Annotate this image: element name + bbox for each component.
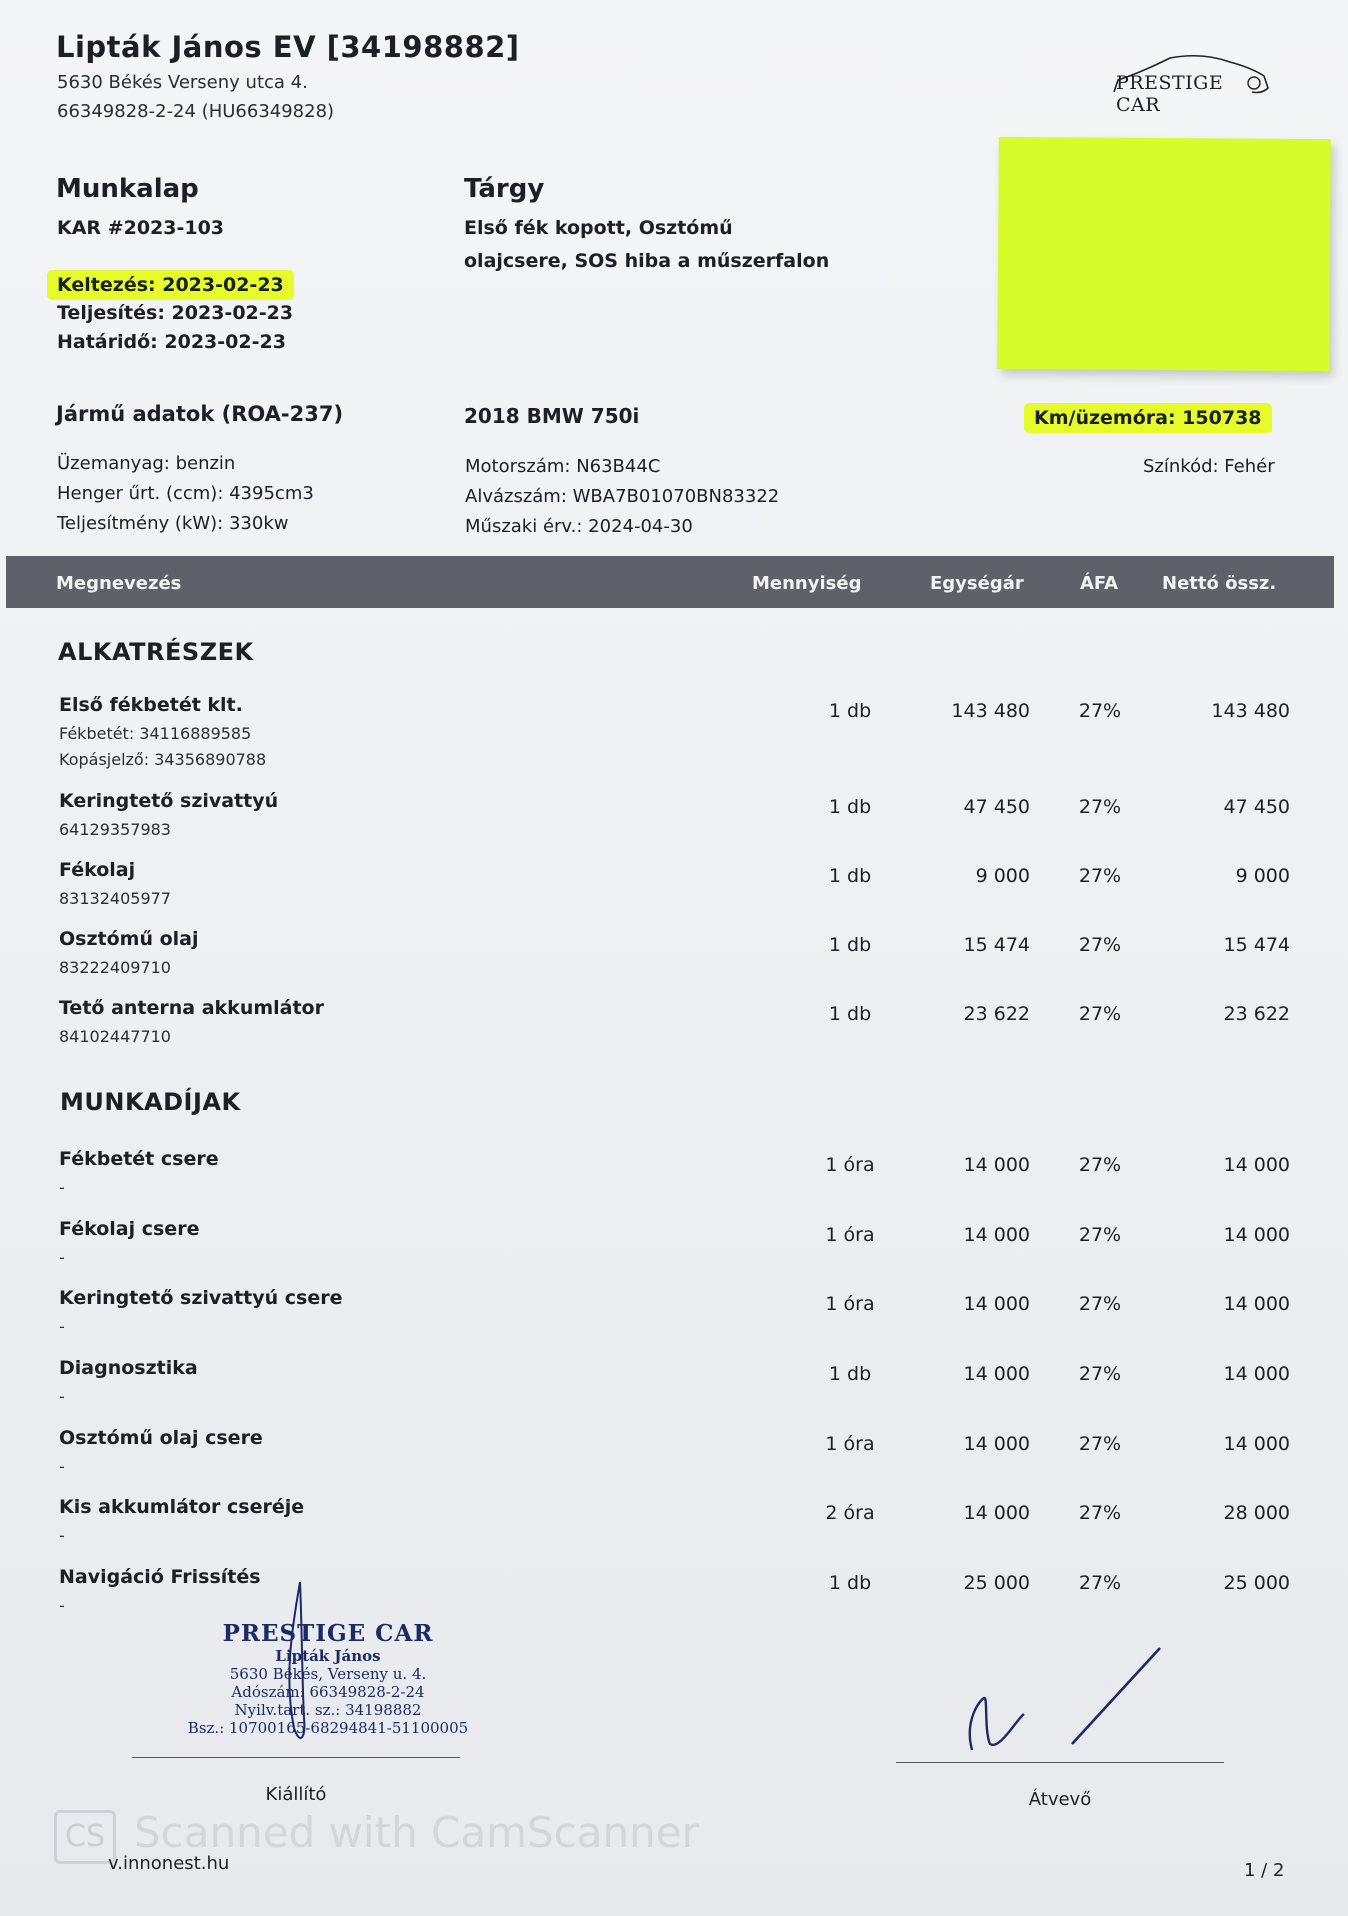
item-name: Fékolaj csere [59,1218,200,1240]
stamp-tax: Adószám: 66349828-2-24 [231,1683,425,1701]
item-net-total: 14 000 [1223,1293,1290,1315]
chassis-number: Alvázszám: WBA7B01070BN83322 [465,486,780,507]
column-vat-header: ÁFA [1080,573,1119,594]
subject-title: Tárgy [464,174,545,204]
item-part-number: - [59,1387,65,1406]
issuer-tax-number: 66349828-2-24 (HU66349828) [57,101,335,122]
item-vat: 27% [1078,1502,1122,1524]
item-vat: 27% [1078,1363,1122,1385]
item-part-number: - [59,1457,65,1476]
item-vat: 27% [1078,1572,1122,1594]
prestige-car-logo [1112,50,1272,116]
issuer-signature [270,1578,330,1748]
item-part-number: - [59,1596,65,1615]
receiver-label: Átvevő [1028,1789,1092,1810]
item-quantity: 1 óra [825,1433,875,1455]
receiver-signature-line [896,1762,1224,1763]
item-vat: 27% [1078,934,1122,956]
item-vat: 27% [1078,700,1122,722]
item-part-number: 64129357983 [59,820,171,839]
item-part-number-2: Kopásjelző: 34356890788 [59,750,267,769]
stamp-address: 5630 Békés, Verseny u. 4. [229,1665,427,1683]
item-part-number: - [59,1317,65,1336]
item-net-total: 14 000 [1223,1154,1290,1176]
mileage: Km/üzemóra: 150738 [1034,407,1270,429]
item-net-total: 14 000 [1223,1363,1290,1385]
engine-number: Motorszám: N63B44C [465,456,661,477]
subject-line-1: Első fék kopott, Osztómű [464,217,733,239]
color-code: Színkód: Fehér [1143,456,1275,477]
issue-date: Keltezés: 2023-02-23 [57,274,292,296]
item-quantity: 2 óra [825,1502,875,1524]
item-name: Osztómű olaj [59,928,199,950]
item-name: Osztómű olaj csere [59,1427,263,1449]
subject-line-2: olajcsere, SOS hiba a műszerfalon [464,250,830,272]
table-header [6,556,1334,608]
item-unit-price: 47 450 [963,796,1030,818]
item-vat: 27% [1078,1003,1122,1025]
item-vat: 27% [1078,1154,1122,1176]
item-net-total: 9 000 [1235,865,1290,887]
column-name-header: Megnevezés [56,573,182,594]
issuer-address: 5630 Békés Verseny utca 4. [57,72,308,93]
item-name: Keringtető szivattyú csere [59,1287,343,1309]
scanner-watermark: Scanned with CamScanner [134,1808,699,1857]
column-unit-price-header: Egységár [930,573,1024,594]
item-quantity: 1 óra [825,1154,875,1176]
item-net-total: 28 000 [1223,1502,1290,1524]
item-unit-price: 25 000 [963,1572,1030,1594]
worksheet-number: KAR #2023-103 [57,217,225,239]
inspection-validity: Műszaki érv.: 2024-04-30 [465,516,693,537]
stamp-company: PRESTIGE CAR [222,1620,434,1647]
item-name: Tető anterna akkumlátor [59,997,324,1019]
item-name: Fékbetét csere [59,1148,219,1170]
item-part-number: - [59,1526,65,1545]
item-vat: 27% [1078,796,1122,818]
engine-displacement: Henger űrt. (ccm): 4395cm3 [57,483,314,504]
item-unit-price: 143 480 [951,700,1030,722]
camscanner-icon: CS [54,1810,116,1864]
vehicle-heading: Jármű adatok (ROA-237) [56,402,344,426]
item-unit-price: 23 622 [963,1003,1030,1025]
item-quantity: 1 óra [825,1224,875,1246]
item-part-number: Fékbetét: 34116889585 [59,724,252,743]
completion-date: Teljesítés: 2023-02-23 [57,302,294,324]
page-number: 1 / 2 [1244,1860,1285,1881]
engine-power: Teljesítmény (kW): 330kw [57,513,289,534]
vehicle-model: 2018 BMW 750i [464,404,640,428]
column-net-total-header: Nettó össz. [1162,573,1277,594]
website: v.innonest.hu [108,1853,230,1874]
column-quantity-header: Mennyiség [752,573,862,594]
item-net-total: 14 000 [1223,1433,1290,1455]
item-part-number: 83222409710 [59,958,171,977]
item-unit-price: 14 000 [963,1293,1030,1315]
item-name: Keringtető szivattyú [59,790,279,812]
item-net-total: 23 622 [1223,1003,1290,1025]
fuel-type: Üzemanyag: benzin [57,453,236,474]
item-net-total: 143 480 [1211,700,1290,722]
item-quantity: 1 db [828,796,872,818]
item-quantity: 1 db [828,700,872,722]
item-unit-price: 14 000 [963,1224,1030,1246]
item-name: Diagnosztika [59,1357,198,1379]
item-unit-price: 14 000 [963,1154,1030,1176]
item-net-total: 47 450 [1223,796,1290,818]
item-part-number: 84102447710 [59,1027,171,1046]
item-net-total: 14 000 [1223,1224,1290,1246]
stamp-owner: Lipták János [275,1647,381,1665]
item-unit-price: 9 000 [975,865,1030,887]
item-quantity: 1 db [828,865,872,887]
item-name: Kis akkumlátor cseréje [59,1496,305,1518]
parts-section-title: ALKATRÉSZEK [58,638,254,666]
issuer-name: Lipták János EV [34198882] [56,30,520,64]
issuer-signature-line [132,1757,460,1758]
item-unit-price: 14 000 [963,1363,1030,1385]
item-quantity: 1 db [828,1572,872,1594]
item-quantity: 1 óra [825,1293,875,1315]
item-vat: 27% [1078,865,1122,887]
item-quantity: 1 db [828,1003,872,1025]
item-name: Első fékbetét klt. [59,694,243,716]
issuer-label: Kiállító [265,1784,327,1805]
due-date: Határidő: 2023-02-23 [57,331,286,353]
item-quantity: 1 db [828,1363,872,1385]
labor-section-title: MUNKADÍJAK [60,1088,241,1116]
item-unit-price: 14 000 [963,1502,1030,1524]
worksheet-title: Munkalap [56,174,199,204]
item-vat: 27% [1078,1224,1122,1246]
item-name: Navigáció Frissítés [59,1566,261,1588]
item-vat: 27% [1078,1433,1122,1455]
item-vat: 27% [1078,1293,1122,1315]
receiver-signature [960,1640,1170,1760]
item-net-total: 15 474 [1223,934,1290,956]
stamp-registry: Nyilv.tart. sz.: 34198882 [234,1701,422,1719]
sticky-note [997,137,1331,371]
item-net-total: 25 000 [1223,1572,1290,1594]
item-part-number: 83132405977 [59,889,171,908]
item-unit-price: 15 474 [963,934,1030,956]
item-quantity: 1 db [828,934,872,956]
stamp-bank: Bsz.: 10700165-68294841-51100005 [187,1719,469,1737]
item-part-number: - [59,1248,65,1267]
logo-text: PRESTIGE CAR [1116,72,1224,116]
item-part-number: - [59,1178,65,1197]
item-name: Fékolaj [59,859,136,881]
item-unit-price: 14 000 [963,1433,1030,1455]
